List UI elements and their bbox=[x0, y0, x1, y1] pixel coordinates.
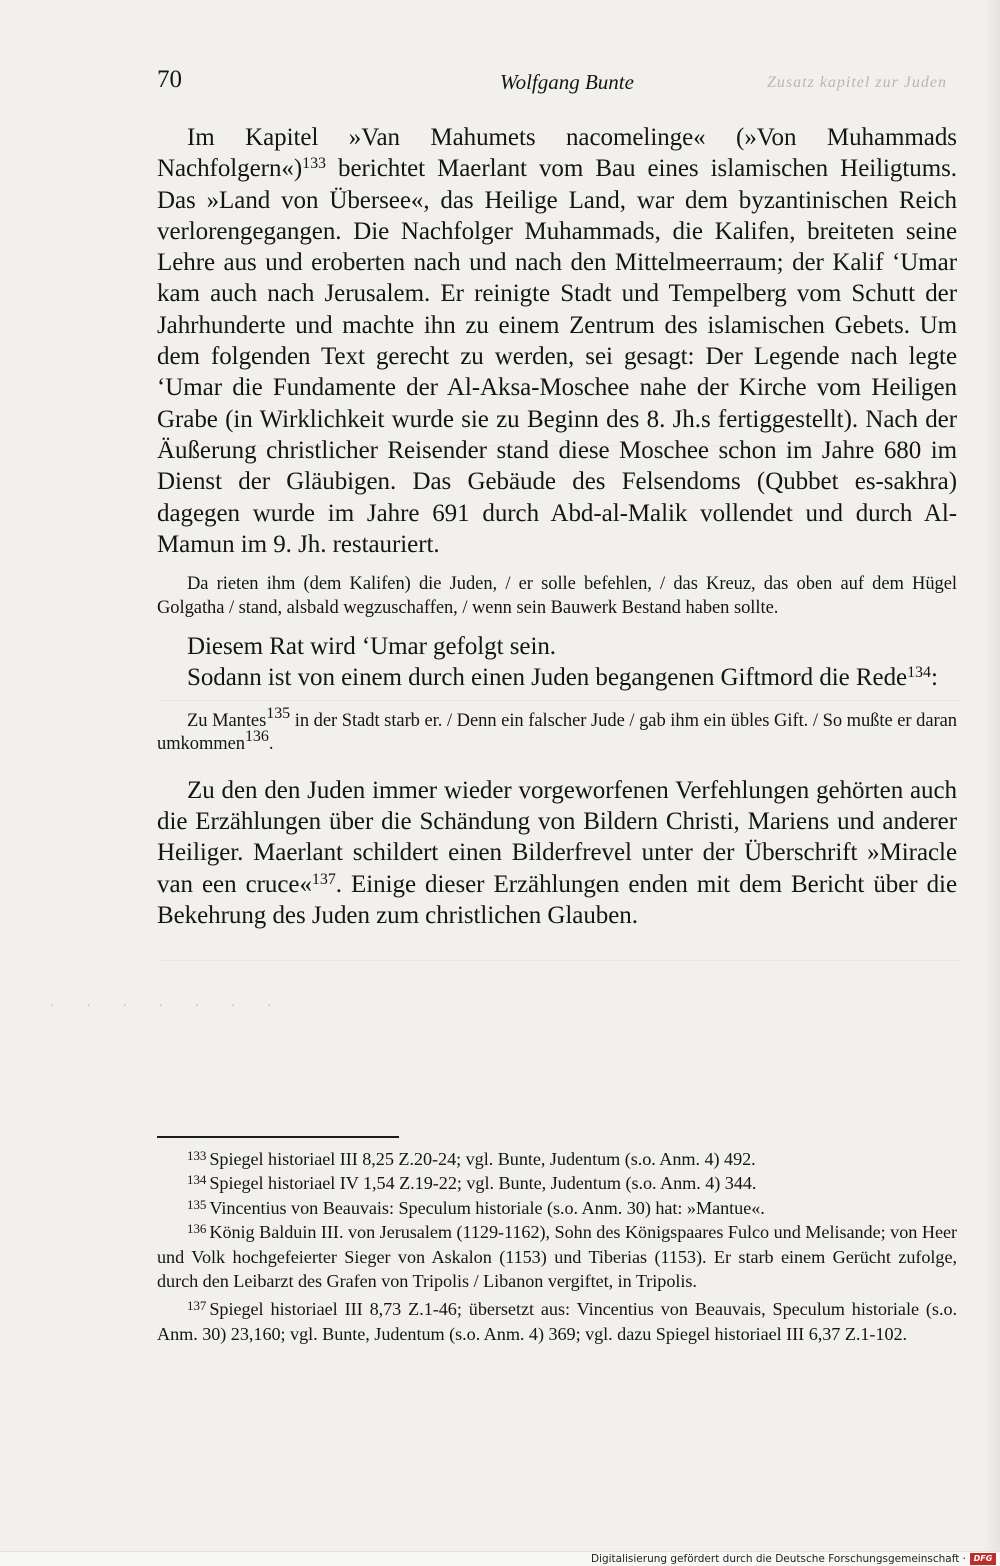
quote-block-2 bbox=[157, 704, 957, 757]
page-header bbox=[157, 66, 957, 106]
bleed-through-line bbox=[160, 960, 960, 961]
footnote-number: 135 bbox=[187, 1196, 207, 1212]
footnote-ref: 133 bbox=[302, 155, 326, 173]
bleed-through-running-head: Zusatz kapitel zur Juden bbox=[767, 74, 947, 91]
footnote-134 bbox=[157, 1171, 957, 1195]
footnote-number: 136 bbox=[187, 1221, 207, 1237]
footnote-text: Spiegel historiael IV 1,54 Z.19-22; vgl. Bunte, Judentum (s.o. Anm. 4) 344. bbox=[209, 1173, 757, 1194]
footnote-text: Vincentius von Beauvais: Speculum historiale (s.o. Anm. 30) hat: »Mantue«. bbox=[209, 1197, 765, 1218]
footnote-text: Spiegel historiael III 8,73 Z.1-46; übersetzt aus: Vincentius von Beauvais, Speculum historiale (s.o. Anm. 30) 23,160; vgl. Bunte, Judentum (s.o. Anm. 4) 369; vgl. dazu Spiegel historiael III 6,37 Z.1-102. bbox=[157, 1299, 957, 1344]
paragraph-3: Sodann ist von einem durch einen Juden begangenen Giftmord die Rede$^{134}$: bbox=[187, 664, 938, 692]
footnote-ref: 137 bbox=[311, 870, 336, 888]
dfg-logo-icon: DFG bbox=[970, 1553, 996, 1565]
running-head-author: Wolfgang Bunte bbox=[500, 70, 634, 94]
margin-dots: · · · · · · · bbox=[50, 999, 286, 1014]
footer-credit: Digitalisierung gefördert durch die Deutsche Forschungsgemeinschaft · bbox=[590, 1553, 966, 1565]
scan-shadow-edge bbox=[984, 0, 1000, 1552]
footnote-number: 137 bbox=[187, 1298, 207, 1314]
page-number: 70 bbox=[157, 66, 182, 93]
paragraph-2: Diesem Rat wird ‘Umar gefolgt sein. bbox=[187, 633, 556, 661]
footnote-133 bbox=[157, 1147, 957, 1171]
quotation-1: Da rieten ihm (dem Kalifen) die Juden, / er solle befehlen, / das Kreuz, das oben auf dem Hügel Golgatha / stand, alsbald wegzuschaffen, / wenn sein Bauwerk Bestand haben sollte. bbox=[157, 574, 957, 618]
digitization-footer bbox=[0, 1551, 1000, 1566]
footnote-text: Spiegel historiael III 8,25 Z.20-24; vgl. Bunte, Judentum (s.o. Anm. 4) 492. bbox=[209, 1149, 756, 1169]
main-text bbox=[157, 122, 957, 931]
quote-block-1 bbox=[157, 573, 957, 620]
footnote-136 bbox=[157, 1220, 957, 1293]
footnotes bbox=[157, 1147, 957, 1346]
footnote-ref: 134 bbox=[907, 664, 931, 682]
footnote-number: 134 bbox=[187, 1172, 207, 1188]
quotation-2: Zu Mantes$^{135}$ in der Stadt starb er. / Denn ein falscher Jude / gab ihm ein übles Gift. / So mußte er daran umkommen$^{136}$. bbox=[157, 704, 957, 755]
footnote-separator bbox=[157, 1136, 399, 1138]
footnote-text: König Balduin III. von Jerusalem (1129-1162), Sohn des Königspaares Fulco und Melisande; von Heer und Volk hochgefeierter Sieger von Askalon (1153) und Tiberias (1153). Er starb einem Gerücht zufolge, durch den Leibarzt des Grafen von Tripolis / Libanon vergiftet, in Tripolis. bbox=[157, 1222, 957, 1292]
paragraph-4: Zu den den Juden immer wieder vorgeworfenen Verfehlungen gehörten auch die Erzählungen über die Schändung von Bildern Christi, Mariens und anderer Heiliger. Maerlant schildert einen Bilderfrevel unter der Überschrift »Miracle van een cruce«$^{137}$. Einige dieser Erzählungen enden mit dem Bericht über die Bekehrung des Juden zum christlichen Glauben. bbox=[157, 776, 957, 929]
footnote-137 bbox=[157, 1297, 957, 1346]
footnote-ref: 136 bbox=[244, 728, 269, 746]
footnote-135 bbox=[157, 1196, 957, 1220]
footnote-number: 133 bbox=[187, 1148, 207, 1163]
footnote-ref: 135 bbox=[266, 704, 291, 722]
paragraph-1: Im Kapitel »Van Mahumets nacomelinge« (»Von Muhammads Nachfolgern«)$^{133}$ berichtet Maerlant vom Bau eines islamischen Heiligtums. Das »Land von Übersee«, das Heilige Land, war dem byzantinischen Reich verlorengegangen. Die Nachfolger Muhammads, die Kalifen, breiteten seine Lehre aus und eroberten nach und nach den Mittelmeerraum; der Kalif ‘Umar kam auch nach Jerusalem. Er reinigte Stadt und Tempelberg vom Schutt der Jahrhunderte und machte ihn zu einem Zentrum des islamischen Gebets. Um dem folgenden Text gerecht zu werden, sei gesagt: Der Legende nach legte ‘Umar die Fundamente der Al-Aksa-Moschee nahe der Kirche vom Heiligen Grabe (in Wirklichkeit wurde sie zu Beginn des 8. Jh.s fertiggestellt). Nach der Äußerung christlicher Reisender stand diese Moschee schon im Jahre 680 im Dienst der Gläubigen. Das Gebäude des Felsendoms (Qubbet es-sakhra) dagegen wurde im Jahre 691 durch Abd-al-Malik vollendet und durch Al-Mamun im 9. Jh. restauriert. bbox=[157, 124, 957, 558]
